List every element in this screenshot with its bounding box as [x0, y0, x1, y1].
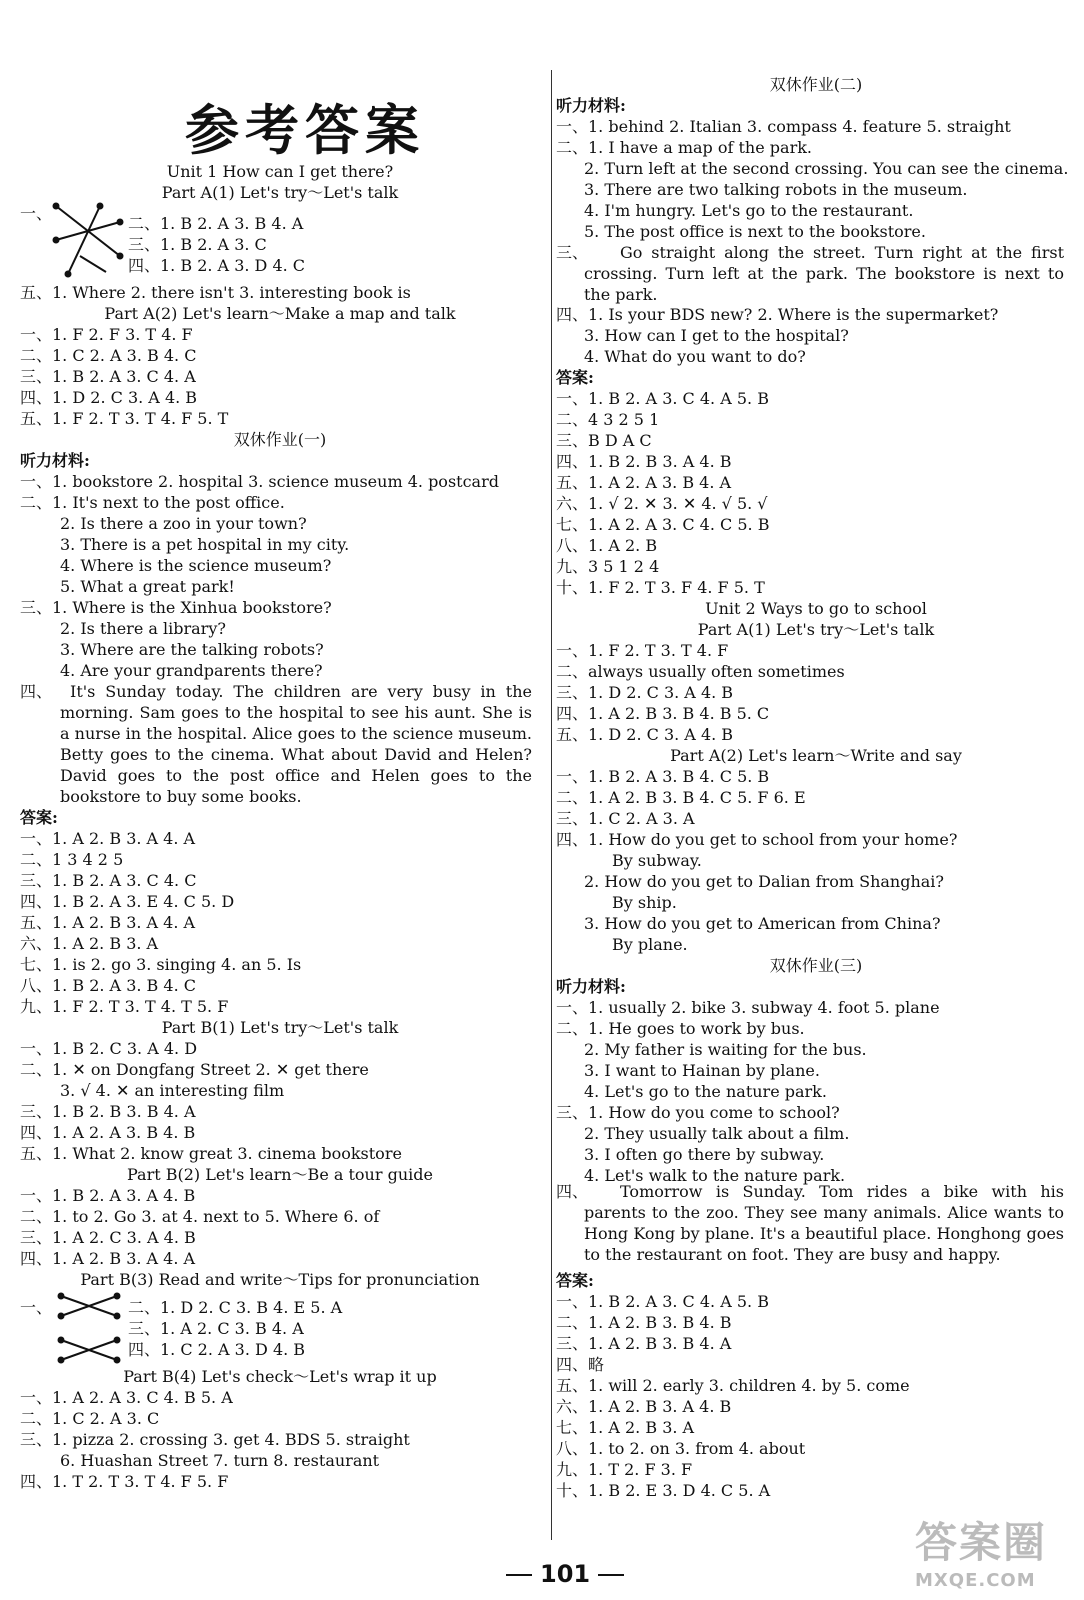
left-line: 五、1. F 2. T 3. T 4. F 5. T [20, 409, 229, 428]
right-line: 九、1. T 2. F 3. F [556, 1460, 693, 1479]
left-line: 答案: [20, 808, 58, 827]
right-line: 十、1. F 2. T 3. F 4. F 5. T [556, 578, 765, 597]
left-line: 一、1. A 2. B 3. A 4. A [20, 829, 196, 848]
right-line: 2. My father is waiting for the bus. [584, 1040, 867, 1059]
right-line: 四、1. Is your BDS new? 2. Where is the supermarket? [556, 305, 999, 324]
left-line: 二、1. to 2. Go 3. at 4. next to 5. Where 6. of [20, 1207, 380, 1226]
right-line: Unit 2 Ways to go to school [705, 599, 927, 618]
left-line: Unit 1 How can I get there? [166, 162, 394, 181]
right-line: Part A(2) Let's learn～Write and say [670, 746, 962, 765]
matching-lines-diagram-1 [50, 200, 126, 280]
right-line: 二、always usually often sometimes [556, 662, 845, 681]
passage-label: 四、 [556, 1182, 589, 1201]
left-line: Part B(3) Read and write～Tips for pronunciation [80, 1270, 480, 1289]
right-line: 四、略 [556, 1355, 605, 1374]
right-line: 3. I often go there by subway. [584, 1145, 825, 1164]
right-line: 八、1. to 2. on 3. from 4. about [556, 1439, 806, 1458]
right-line: 3. I want to Hainan by plane. [584, 1061, 820, 1080]
left-line: 二、1. B 2. A 3. B 4. A [128, 214, 304, 233]
right-line: 五、1. A 2. A 3. B 4. A [556, 473, 732, 492]
left-line: 二、1. D 2. C 3. B 4. E 5. A [128, 1298, 343, 1317]
right-line: 三、1. D 2. C 3. A 4. B [556, 683, 734, 702]
left-line: 一、 [20, 1298, 53, 1317]
listening-passage-2: Go straight along the street. Turn right at the first crossing. Turn left at the park. The bookstore is next to the park. [584, 243, 1064, 304]
left-line: 四、1. T 2. T 3. T 4. F 5. F [20, 1472, 229, 1491]
right-line: 4. Let's walk to the nature park. [584, 1166, 846, 1185]
right-line: 5. The post office is next to the bookstore. [584, 222, 926, 241]
matching-lines-diagram-2 [55, 1290, 125, 1370]
watermark-logo [915, 1510, 1065, 1590]
right-line: 双休作业(二) [769, 75, 863, 94]
right-line: 六、1. A 2. B 3. A 4. B [556, 1397, 732, 1416]
right-line: 十、1. B 2. E 3. D 4. C 5. A [556, 1481, 771, 1500]
right-line: 答案: [556, 1271, 594, 1290]
left-line: 三、1. A 2. C 3. A 4. B [20, 1228, 196, 1247]
left-line: 6. Huashan Street 7. turn 8. restaurant [60, 1451, 380, 1470]
left-line: 四、1. B 2. A 3. E 4. C 5. D [20, 892, 235, 911]
right-line: 三、B D A C [556, 431, 652, 450]
left-line: 五、1. What 2. know great 3. cinema bookstore [20, 1144, 402, 1163]
left-line: 八、1. B 2. A 3. B 4. C [20, 976, 196, 995]
right-line: 四、1. A 2. B 3. B 4. B 5. C [556, 704, 770, 723]
left-line: Part B(4) Let's check～Let's wrap it up [123, 1367, 437, 1386]
left-line: 三、1. B 2. A 3. C 4. C [20, 871, 197, 890]
right-line: 三、1. C 2. A 3. A [556, 809, 695, 828]
left-line: 三、1. B 2. A 3. C [128, 235, 267, 254]
left-line: 三、1. A 2. C 3. B 4. A [128, 1319, 304, 1338]
watermark-cn: 答案圈 [915, 1518, 1048, 1567]
right-line: 八、1. A 2. B [556, 536, 658, 555]
right-line: 4. I'm hungry. Let's go to the restaurant. [584, 201, 914, 220]
right-line: 双休作业(三) [769, 956, 863, 975]
right-line: 三、1. How do you come to school? [556, 1103, 840, 1122]
left-line: 二、1. C 2. A 3. B 4. C [20, 346, 197, 365]
right-line: 二、4 3 2 5 1 [556, 410, 660, 429]
left-line: 4. Are your grandparents there? [60, 661, 323, 680]
column-divider [551, 70, 552, 1540]
right-line: 二、1. I have a map of the park. [556, 138, 813, 157]
left-line: 一、1. B 2. A 3. A 4. B [20, 1186, 196, 1205]
right-line: 听力材料: [556, 96, 626, 115]
right-line: Part A(1) Let's try～Let's talk [697, 620, 935, 639]
right-line: 4. What do you want to do? [584, 347, 806, 366]
right-line: 二、1. A 2. B 3. B 4. C 5. F 6. E [556, 788, 806, 807]
left-line: 三、1. Where is the Xinhua bookstore? [20, 598, 332, 617]
left-line: 3. There is a pet hospital in my city. [60, 535, 350, 554]
right-line: 五、1. D 2. C 3. A 4. B [556, 725, 734, 744]
right-line: 六、1. √ 2. ✕ 3. ✕ 4. √ 5. √ [556, 494, 768, 513]
right-line: 4. Let's go to the nature park. [584, 1082, 827, 1101]
left-line: 一、 [20, 204, 53, 223]
passage-label: 四、 [20, 682, 53, 701]
right-line: By ship. [612, 893, 677, 912]
left-line: 一、1. F 2. F 3. T 4. F [20, 325, 193, 344]
right-line: 七、1. A 2. A 3. C 4. C 5. B [556, 515, 770, 534]
watermark-url: MXQE.COM [915, 1570, 1036, 1591]
left-line: 二、1. It's next to the post office. [20, 493, 285, 512]
left-line: 二、1 3 4 2 5 [20, 850, 124, 869]
left-line: 四、1. A 2. B 3. A 4. A [20, 1249, 196, 1268]
right-line: 2. They usually talk about a film. [584, 1124, 850, 1143]
left-line: 3. √ 4. ✕ an interesting film [60, 1081, 285, 1100]
right-line: 答案: [556, 368, 594, 387]
left-line: 四、1. D 2. C 3. A 4. B [20, 388, 198, 407]
right-line: 四、1. B 2. B 3. A 4. B [556, 452, 732, 471]
right-line: 一、1. behind 2. Italian 3. compass 4. feature 5. straight [556, 117, 1011, 136]
left-line: 双休作业(一) [233, 430, 327, 449]
passage-label: 三、 [556, 243, 589, 262]
left-line: Part A(1) Let's try～Let's talk [161, 183, 399, 202]
left-line: 二、1. ✕ on Dongfang Street 2. ✕ get there [20, 1060, 369, 1079]
right-line: 3. How do you get to American from China? [584, 914, 941, 933]
right-line: 一、1. F 2. T 3. T 4. F [556, 641, 729, 660]
left-line: Part A(2) Let's learn～Make a map and talk [104, 304, 456, 323]
right-line: 一、1. usually 2. bike 3. subway 4. foot 5. plane [556, 998, 940, 1017]
right-line: 四、1. How do you get to school from your home? [556, 830, 958, 849]
left-line: Part B(2) Let's learn～Be a tour guide [127, 1165, 433, 1184]
left-line: 2. Is there a library? [60, 619, 226, 638]
right-line: 九、3 5 1 2 4 [556, 557, 660, 576]
left-line: 一、1. B 2. C 3. A 4. D [20, 1039, 198, 1058]
right-line: By subway. [612, 851, 702, 870]
right-line: 2. How do you get to Dalian from Shanghai? [584, 872, 944, 891]
left-line: 四、1. C 2. A 3. D 4. B [128, 1340, 306, 1359]
page-title: 参考答案 [185, 99, 425, 162]
left-line: 听力材料: [20, 451, 90, 470]
left-line: 一、1. A 2. A 3. C 4. B 5. A [20, 1388, 233, 1407]
right-line: 二、1. He goes to work by bus. [556, 1019, 805, 1038]
right-line: By plane. [612, 935, 688, 954]
left-line: 三、1. B 2. B 3. B 4. A [20, 1102, 196, 1121]
left-line: Part B(1) Let's try～Let's talk [161, 1018, 399, 1037]
right-line: 3. How can I get to the hospital? [584, 326, 849, 345]
right-line: 一、1. B 2. A 3. B 4. C 5. B [556, 767, 770, 786]
right-line: 2. Turn left at the second crossing. You can see the cinema. [584, 159, 1069, 178]
left-line: 九、1. F 2. T 3. T 4. T 5. F [20, 997, 229, 1016]
left-line: 五、1. A 2. B 3. A 4. A [20, 913, 196, 932]
left-line: 六、1. A 2. B 3. A [20, 934, 159, 953]
left-line: 四、1. A 2. A 3. B 4. B [20, 1123, 196, 1142]
right-line: 一、1. B 2. A 3. C 4. A 5. B [556, 389, 769, 408]
left-line: 五、1. Where 2. there isn't 3. interesting book is [20, 283, 411, 302]
left-line: 三、1. pizza 2. crossing 3. get 4. BDS 5. straight [20, 1430, 410, 1449]
right-line: 七、1. A 2. B 3. A [556, 1418, 695, 1437]
listening-passage-1: It's Sunday today. The children are very busy in the morning. Sam goes to the hospital to see his aunt. She is a nurse in the hospital. Alice goes to the science museum. Betty goes to the cinema. What about David and Helen? David goes to the post office and Helen goes to the bookstore to buy some books. [60, 682, 532, 806]
right-line: 3. There are two talking robots in the museum. [584, 180, 968, 199]
right-line: 五、1. will 2. early 3. children 4. by 5. come [556, 1376, 910, 1395]
right-line: 听力材料: [556, 977, 626, 996]
left-line: 一、1. bookstore 2. hospital 3. science museum 4. postcard [20, 472, 499, 491]
right-line: 二、1. A 2. B 3. B 4. B [556, 1313, 732, 1332]
left-line: 三、1. B 2. A 3. C 4. A [20, 367, 196, 386]
listening-passage-3: Tomorrow is Sunday. Tom rides a bike with his parents to the zoo. They see many animals. Alice wants to Hong Kong by plane. It's a beautiful place. Honghong goes to the restaurant on foot. They are busy and happy. [584, 1182, 1064, 1264]
right-line: 一、1. B 2. A 3. C 4. A 5. B [556, 1292, 769, 1311]
left-line: 七、1. is 2. go 3. singing 4. an 5. Is [20, 955, 302, 974]
left-line: 3. Where are the talking robots? [60, 640, 324, 659]
left-line: 二、1. C 2. A 3. C [20, 1409, 160, 1428]
left-line: 4. Where is the science museum? [60, 556, 332, 575]
left-line: 四、1. B 2. A 3. D 4. C [128, 256, 306, 275]
page-number: 101 [498, 1560, 632, 1588]
left-line: 5. What a great park! [60, 577, 235, 596]
left-line: 2. Is there a zoo in your town? [60, 514, 307, 533]
right-line: 三、1. A 2. B 3. B 4. A [556, 1334, 732, 1353]
